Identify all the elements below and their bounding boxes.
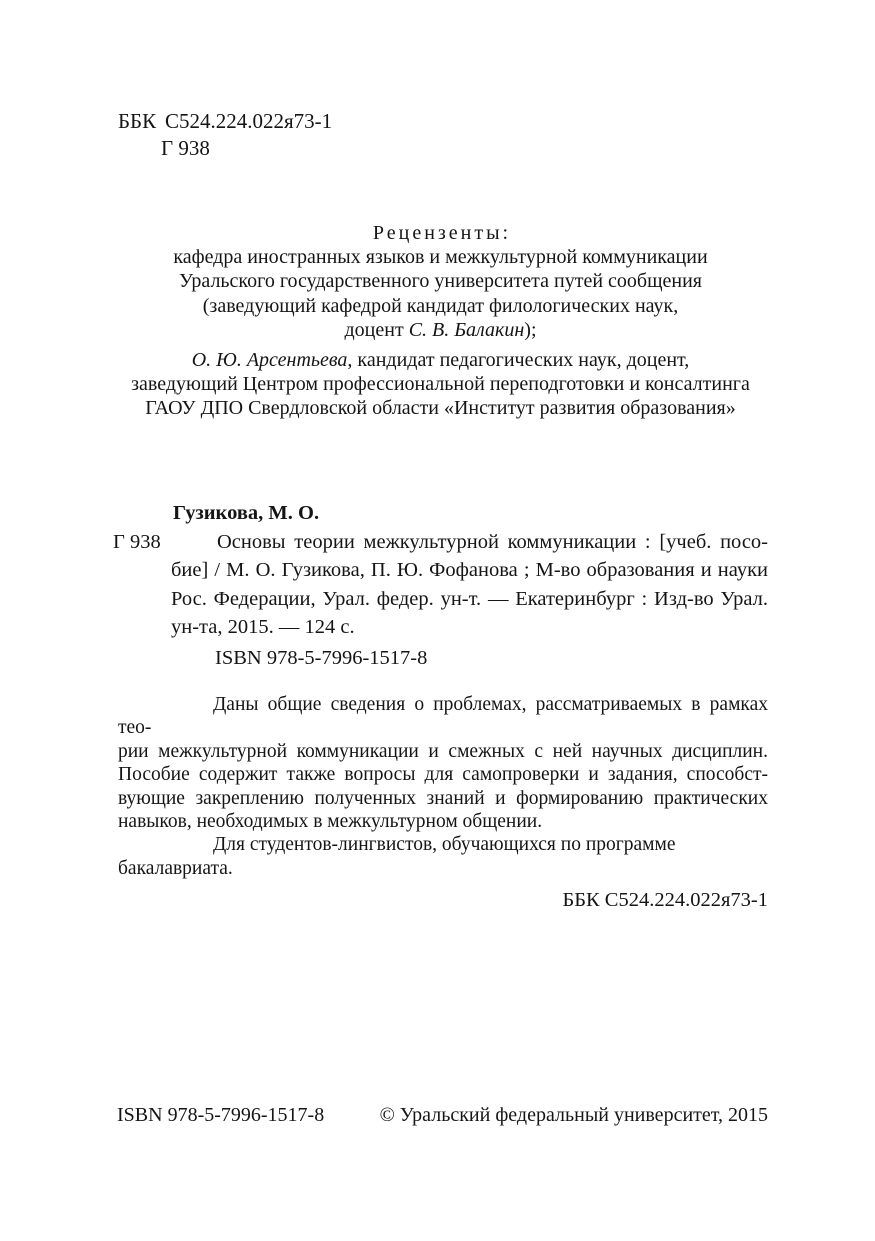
- bbk-value: С524.224.022я73-1: [165, 109, 333, 133]
- annotation-line: навыков, необходимых в межкультурном общении.: [118, 811, 543, 833]
- bib-line: Рос. Федерации, Урал. федер. ун-т. — Екатеринбург : Изд-во Урал.: [171, 587, 768, 610]
- reviewers-block: [113, 221, 768, 421]
- org-head-name: С. В. Балакин: [408, 318, 525, 341]
- reviewers-heading: Рецензенты:: [372, 222, 512, 244]
- footer-copyright: © Уральский федеральный университет, 2015: [379, 1104, 768, 1126]
- annotation-line: вующие закреплению полученных знаний и формированию практических: [118, 787, 768, 809]
- annotation-line: Даны общие сведения о проблемах, рассматриваемых в рамках тео-: [118, 694, 768, 739]
- bib-line: Основы теории межкультурной коммуникации : [учеб. посо-: [217, 530, 768, 553]
- reviewer-person-line: заведующий Центром профессиональной переподготовки и консалтинга: [131, 373, 750, 396]
- org-head-suffix: );: [524, 318, 537, 341]
- reviewer-person-line: [113, 348, 768, 372]
- reviewer-org-line: Уральского государственного университета путей сообщения: [178, 270, 702, 293]
- bibliographic-entry: [113, 499, 768, 642]
- bib-line: ун-та, 2015. — 124 с.: [171, 616, 355, 638]
- reviewer-person-rest: , кандидат педагогических наук, доцент,: [347, 349, 690, 372]
- reviewer-org-head-line: [113, 318, 768, 342]
- bib-author-sign: Г 938: [113, 530, 161, 553]
- bib-line: бие] / М. О. Гузикова, П. Ю. Фофанова ; М-во образования и науки: [171, 559, 768, 581]
- annotation-block: [118, 693, 768, 880]
- reviewer-person-line: ГАОУ ДПО Свердловской области «Институт развития образования»: [145, 397, 736, 420]
- footer: [117, 1103, 768, 1127]
- bbk-label: ББК: [118, 109, 157, 133]
- isbn-statement: ISBN 978-5-7996-1517-8: [215, 647, 428, 669]
- reviewer-org-line: (заведующий кафедрой кандидат филологических наук,: [202, 294, 679, 317]
- footer-isbn: ISBN 978-5-7996-1517-8: [117, 1104, 325, 1126]
- reviewer-org-line: кафедра иностранных языков и межкультурной коммуникации: [173, 246, 708, 269]
- bib-lines: [171, 528, 768, 642]
- author-heading: Гузикова, М. О.: [173, 502, 320, 524]
- bib-body: [113, 528, 768, 642]
- annotation-audience-line: Для студентов-лингвистов, обучающихся по программе бакалавриата.: [118, 834, 676, 879]
- reviewer-person-name: О. Ю. Арсентьева: [191, 349, 348, 372]
- bbk-line: [118, 108, 332, 135]
- top-classification-block: [118, 108, 332, 162]
- annotation-line: Пособие содержит также вопросы для самопроверки и задания, способст-: [118, 764, 768, 786]
- annotation-line: рии межкультурной коммуникации и смежных с ней научных дисциплин.: [118, 740, 768, 762]
- org-head-prefix: доцент: [344, 318, 409, 341]
- author-sign: Г 938: [161, 136, 210, 160]
- bottom-bbk: ББК С524.224.022я73-1: [562, 889, 768, 911]
